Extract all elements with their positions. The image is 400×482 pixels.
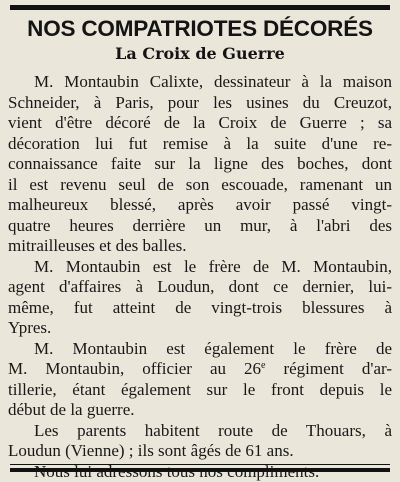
article-line-text: Loudun (Vienne) ; ils sont âgés de 61 ans.	[8, 441, 294, 460]
bottom-thin-rule	[10, 464, 390, 465]
article-line-text: M. Montaubin est également le frère de	[34, 338, 392, 358]
article-line	[8, 236, 392, 257]
article-line-text: décoration lui fut remise à la suite d'une re-	[8, 133, 392, 153]
article-line	[8, 277, 392, 298]
article-line-text-continued: régiment d'ar-	[265, 359, 392, 378]
article-line-text: début de la guerre.	[8, 400, 135, 419]
article-line	[8, 359, 392, 380]
article-line	[8, 339, 392, 360]
article-line	[8, 113, 392, 134]
article-line-text: il est revenu seul de son escouade, ramenant un	[8, 174, 392, 194]
article-line	[8, 421, 392, 442]
article-line-text: vient d'être décoré de la Croix de Guerre ; sa	[8, 113, 392, 132]
article-line	[8, 380, 392, 401]
bottom-rule	[10, 468, 390, 472]
article-line	[8, 72, 392, 93]
article-subheadline: La Croix de Guerre	[115, 44, 285, 63]
article-line	[8, 175, 392, 196]
article-body	[8, 72, 392, 482]
article-line-text: Schneider, à Paris, pour les usines du Creuzot,	[8, 92, 392, 112]
article-line-text: agent d'affaires à Loudun, dont ce dernier, lui-	[8, 277, 392, 296]
article-line	[8, 195, 392, 216]
article-line-text: M. Montaubin est le frère de M. Montaubin,	[34, 256, 392, 276]
article-line-text: quatre heures derrière un mur, à l'abri des	[8, 215, 392, 235]
article-line-text: connaissance faite sur la ligne des boches, dont	[8, 154, 392, 173]
article-line	[8, 441, 392, 462]
article-line	[8, 93, 392, 114]
article-line-text: Ypres.	[8, 318, 52, 337]
article-headline: NOS COMPATRIOTES DÉCORÉS	[27, 16, 373, 41]
article-line	[8, 257, 392, 278]
article-line-text: Les parents habitent route de Thouars, à	[34, 420, 392, 440]
article-line-text: tillerie, étant également sur le front depuis le	[8, 379, 392, 399]
article-line	[8, 318, 392, 339]
article-line	[8, 134, 392, 155]
article-line	[8, 400, 392, 421]
top-rule	[10, 5, 390, 10]
article-line	[8, 216, 392, 237]
article-line	[8, 154, 392, 175]
article-line	[8, 298, 392, 319]
article-line-text: même, fut atteint de vingt-trois blessures à	[8, 297, 392, 317]
ordinal-superscript: e	[261, 360, 266, 371]
article-line-text: M. Montaubin Calixte, dessinateur à la maison	[34, 72, 392, 91]
article-line-text: M. Montaubin, officier au 26	[8, 359, 262, 378]
article-line-text: mitrailleuses et des balles.	[8, 236, 187, 255]
article-line-text: malheureux blessé, après avoir passé vingt-	[8, 195, 392, 214]
